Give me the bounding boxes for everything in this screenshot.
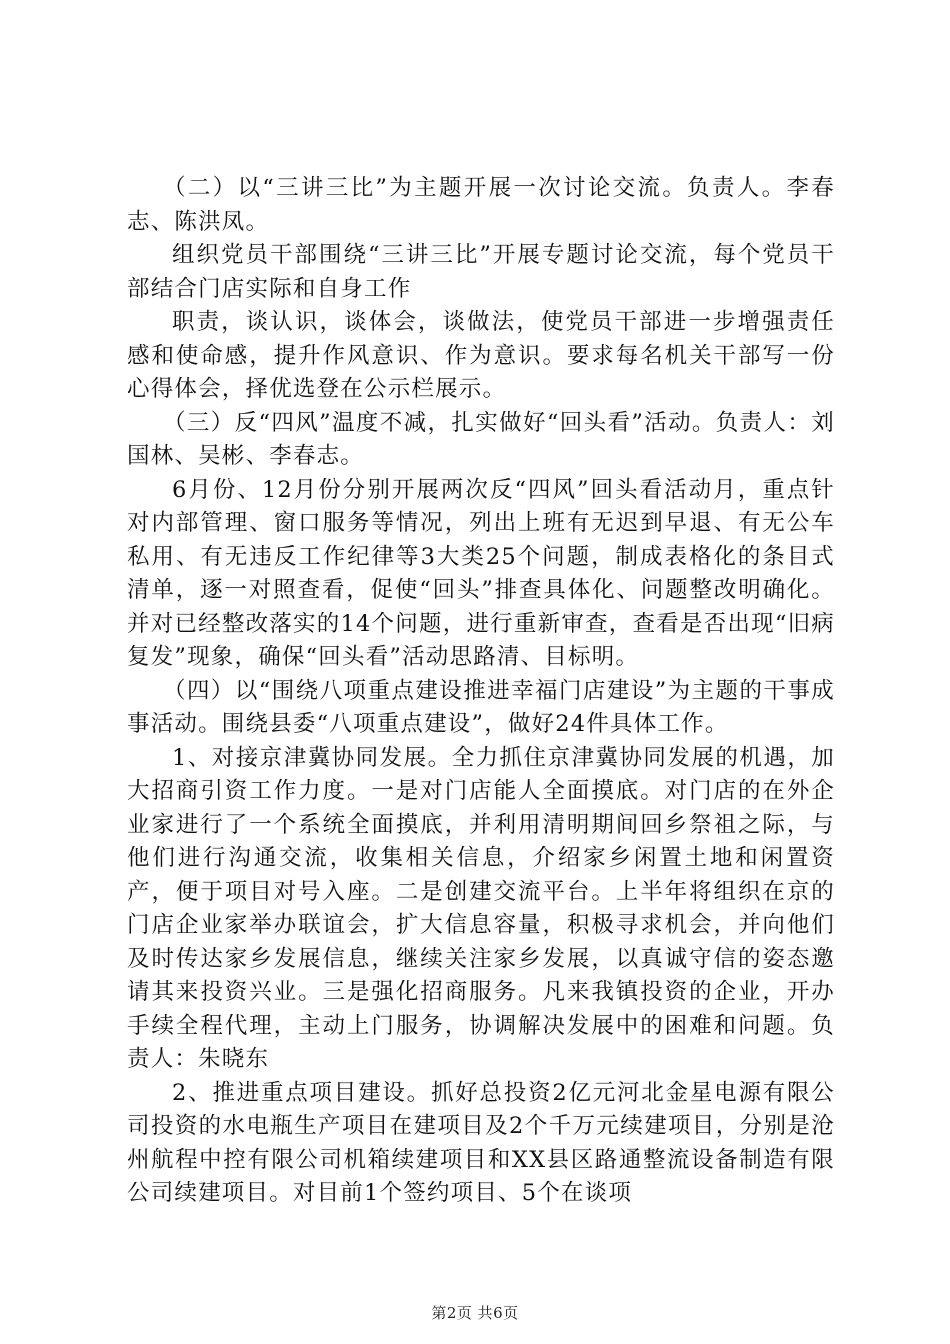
page-footer [0,1302,950,1323]
paragraph-item-one-coordination: 1、对接京津冀协同发展。全力抓住京津冀协同发展的机遇，加大招商引资工作力度。一是对门店能人全面摸底。对门店的在外企业家进行了一个系统全面摸底，并利用清明期间回乡祭祖之际，与他们进行沟通交流，收集相关信息，介绍家乡闲置土地和闲置资产，便于项目对号入座。二是创建交流平台。上半年将组织在京的门店企业家举办联谊会，扩大信息容量，积极寻求机会，并向他们及时传达家乡发展信息，继续关注家乡发展，以真诚守信的姿态邀请其来投资兴业。三是强化招商服务。凡来我镇投资的企业，开办手续全程代理，主动上门服务，协调解决发展中的困难和问题。负责人：朱晓东 [127,744,835,1072]
paragraph-discussion-organization: 组织党员干部围绕“三讲三比”开展专题讨论交流，每个党员干部结合门店实际和自身工作 [127,242,835,302]
paragraph-duties-and-reflection: 职责，谈认识，谈体会，谈做法，使党员干部进一步增强责任感和使命感，提升作风意识、作为意识。要求每名机关干部写一份心得体会，择优选登在公示栏展示。 [127,309,835,402]
paragraph-section-two-heading: （二）以“三讲三比”为主题开展一次讨论交流。负责人。李春志、陈洪凤。 [127,175,835,235]
page-number: 第2页 [431,1304,473,1322]
paragraph-item-two-key-projects: 2、推进重点项目建设。抓好总投资2亿元河北金星电源有限公司投资的水电瓶生产项目在建项目及2个千万元续建项目，分别是沧州航程中控有限公司机箱续建项目和XX县区路通整流设备制造有限公司续建项目。对目前1个签约项目、5个在谈项 [127,1079,835,1206]
paragraph-section-three-heading: （三）反“四风”温度不减，扎实做好“回头看”活动。负责人：刘国林、吴彬、李春志。 [127,409,835,469]
document-body [127,172,835,1211]
paragraph-section-four-heading: （四）以“围绕八项重点建设推进幸福门店建设”为主题的干事成事活动。围绕县委“八项重点建设”，做好24件具体工作。 [127,677,835,737]
paragraph-four-winds-review: 6月份、12月份分别开展两次反“四风”回头看活动月，重点针对内部管理、窗口服务等情况，列出上班有无迟到早退、有无公车私用、有无违反工作纪律等3大类25个问题，制成表格化的条目式清单，逐一对照查看，促使“回头”排查具体化、问题整改明确化。并对已经整改落实的14个问题，进行重新审查，查看是否出现“旧病复发”现象，确保“回头看”活动思路清、目标明。 [127,476,835,670]
page-total: 共6页 [477,1304,519,1322]
